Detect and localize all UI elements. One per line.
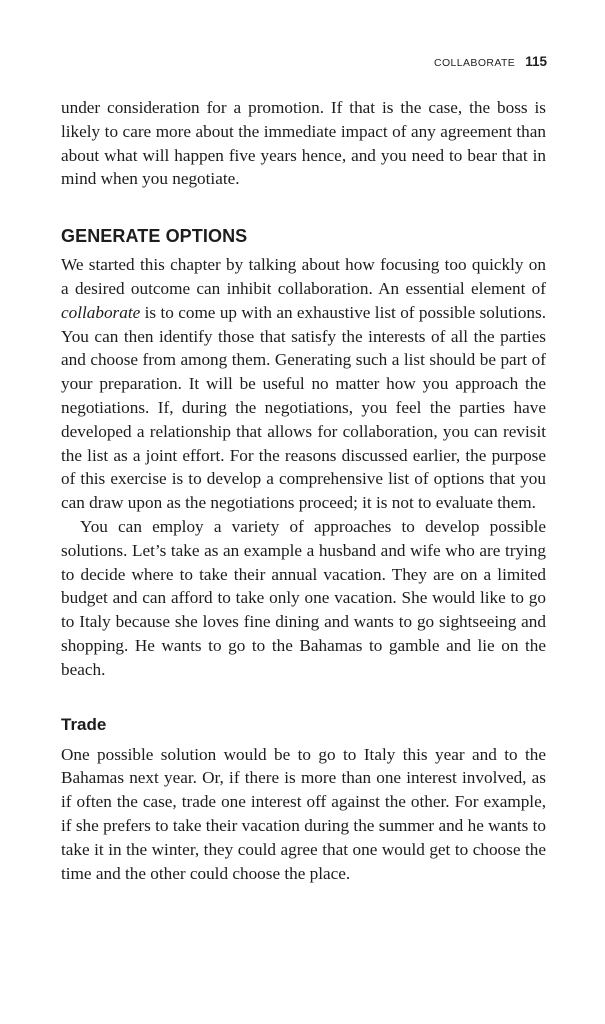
- section-heading-generate-options: GENERATE OPTIONS: [61, 226, 248, 247]
- running-head: [434, 54, 547, 69]
- running-head-section: COLLABORATE: [433, 57, 516, 69]
- paragraph-vacation-example: You can employ a variety of approaches to develop possible solutions. Let’s take as an example a husband and wife who are trying to decide where to take their annual vacation. They are on a limited budget and can afford to take only one vacation. She would like to go to Italy because she loves fine dining and wants to go sightseeing and shopping. He wants to go to the Bahamas to gamble and lie on the beach.: [61, 516, 546, 679]
- paragraph-text: is to come up with an exhaustive list of possible solutions. You can then identify those that satisfy the interests of all the parties and choose from among them. Generating such a list should be part of your preparation. It will be useful no matter how you approach the negotiations. If, during the negotiations, you feel the parties have developed a relationship that allows for collaboration, you can revisit the list as a joint effort. For the reasons discussed earlier, the purpose of this exercise is to develop a comprehensive list of options that you can draw upon as the negotiations proceed; it is not to evaluate them.: [61, 302, 546, 513]
- paragraph-generate-options: [61, 253, 546, 515]
- body-text: [61, 96, 546, 885]
- paragraph-continued: under consideration for a promotion. If that is the case, the boss is likely to care more about the immediate impact of any agreement than about what will happen five years hence, and you need to bear that in mind when you negotiate.: [61, 98, 546, 189]
- page-number: 115: [525, 54, 547, 69]
- italic-term: collaborate: [61, 302, 141, 322]
- subheading-trade: Trade: [61, 714, 107, 734]
- paragraph-trade: One possible solution would be to go to Italy this year and to the Bahamas next year. Or, if there is more than one interest involved, as if often the case, trade one interest off against the other. For example, if she prefers to take their vacation during the summer and he wants to take it in the winter, they could agree that one would get to choose the time and the other could choose the place.: [61, 744, 546, 883]
- paragraph-text: We started this chapter by talking about how focusing too quickly on a desired outcome can inhibit collaboration. An essential element of: [61, 255, 546, 298]
